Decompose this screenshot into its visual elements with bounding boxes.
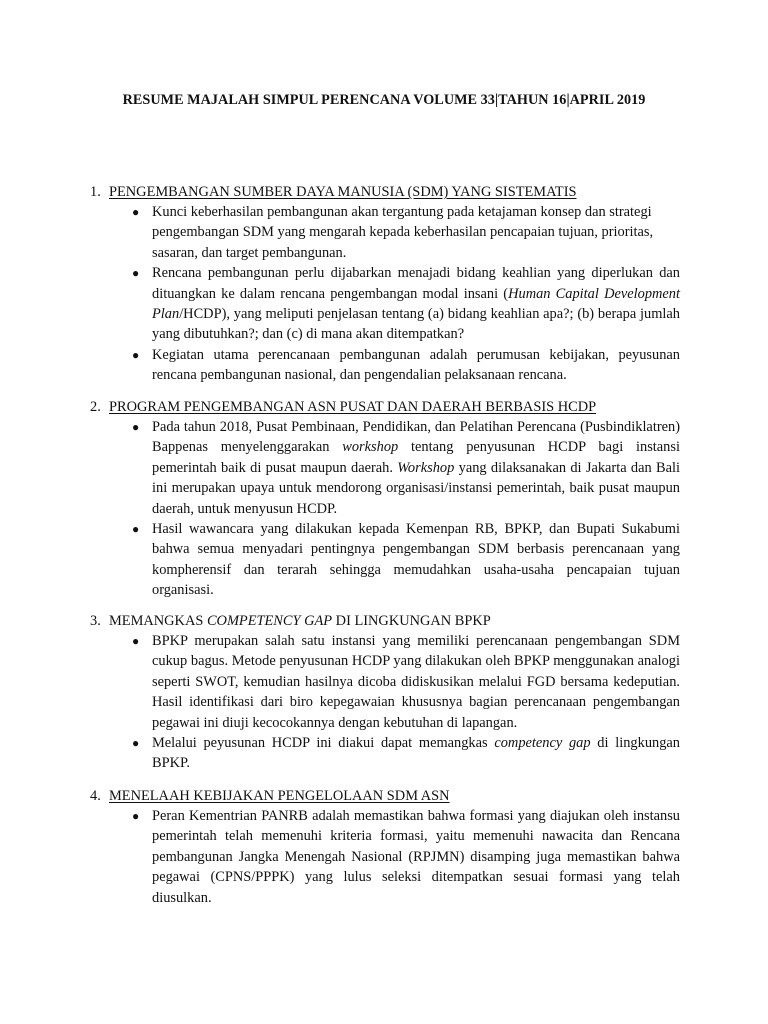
bullet-text: Rencana pembangunan perlu dijabarkan menajadi bidang keahlian yang diperlukan dan dituangkan ke dalam rencana pengembangan modal insani ( — [152, 265, 680, 302]
bullet-text: di lingkungan BPKP. — [152, 735, 680, 772]
section-heading — [90, 182, 680, 202]
bullet-icon: ● — [132, 347, 140, 362]
section-number: 3. — [90, 613, 101, 629]
list-item — [90, 202, 680, 263]
list-item — [90, 345, 680, 386]
bullet-text: yang dilaksanakan di Jakarta dan Bali ini merupakan upaya untuk mendorong organisasi/instansi pemerintah, baik pusat maupun daerah, untuk menyusun HCDP. — [152, 459, 680, 517]
section-number: 2. — [90, 399, 101, 415]
document-title: RESUME MAJALAH SIMPUL PERENCANA VOLUME 33|TAHUN 16|APRIL 2019 — [122, 92, 646, 108]
list-item — [90, 519, 680, 601]
section-1 — [90, 182, 680, 386]
section-heading-text: PENGEMBANGAN SUMBER DAYA MANUSIA (SDM) YANG SISTEMATIS — [109, 184, 577, 200]
bullet-text-italic: Human Capital Development Plan — [152, 285, 680, 323]
bullet-list — [90, 806, 680, 908]
list-item — [90, 263, 680, 345]
section-heading — [90, 611, 680, 631]
section-heading-text: PROGRAM PENGEMBANGAN ASN PUSAT DAN DAERAH BERBASIS HCDP — [109, 399, 597, 415]
list-item — [90, 631, 680, 733]
bullet-text-italic: competency gap — [494, 735, 591, 752]
list-item — [90, 417, 680, 519]
section-3 — [90, 611, 680, 774]
list-item — [90, 806, 680, 908]
bullet-icon: ● — [132, 205, 140, 219]
bullet-icon: ● — [132, 736, 140, 751]
bullet-list — [90, 202, 680, 386]
section-2 — [90, 397, 680, 601]
section-heading-text: DI LINGKUNGAN BPKP — [332, 613, 491, 629]
section-heading-italic: COMPETENCY GAP — [206, 613, 333, 629]
bullet-text: /HCDP), yang meliputi penjelasan tentang (a) bidang keahlian apa?; (b) berapa jumlah yang dibutuhkan?; dan (c) di mana akan ditempatkan? — [152, 306, 680, 343]
bullet-text: Kegiatan utama perencanaan pembangunan adalah perumusan kebijakan, peyusunan rencana pembangunan nasional, dan pengendalian pelaksanaan rencana. — [152, 346, 680, 384]
section-heading-text: MEMANGKAS — [109, 613, 207, 629]
bullet-icon: ● — [132, 522, 140, 537]
bullet-icon: ● — [132, 634, 140, 648]
section-heading — [90, 397, 680, 417]
bullet-text-italic: Workshop — [397, 459, 455, 476]
bullet-text: Melalui peyusunan HCDP ini diakui dapat memangkas — [152, 735, 495, 752]
bullet-text: Hasil wawancara yang dilakukan kepada Kemenpan RB, BPKP, dan Bupati Sukabumi bahwa semua menyadari pentingnya pengembangan SDM berbasis perencanaan yang kompherensif dan terarah sehingga memudahkan usaha-usaha pencapaian tujuan organisasi. — [152, 521, 680, 599]
bullet-text: BPKP merupakan salah satu instansi yang memiliki perencanaan pengembangan SDM cukup bagus. Metode penyusunan HCDP yang dilakukan oleh BPKP menggunakan analogi seperti SWOT, kemudian hasilnya dicoba didiskusikan melalui FGD bersama kedeputian. Hasil identifikasi dari biro kepegawaian khususnya bagian perencanaan pengembangan pegawai ini diuji kecocokannya dengan kebutuhan di lapangan. — [152, 633, 680, 731]
section-number: 4. — [90, 788, 101, 804]
bullet-list — [90, 631, 680, 774]
section-number: 1. — [90, 184, 101, 200]
bullet-text: Kunci keberhasilan pembangunan akan tergantung pada ketajaman konsep dan strategi pengembangan SDM yang mengarah kepada keberhasilan pencapaian tujuan, prioritas, sasaran, dan target pembangunan. — [152, 204, 654, 261]
bullet-icon: ● — [132, 420, 140, 434]
section-4 — [90, 786, 680, 908]
section-heading-text: MENELAAH KEBIJAKAN PENGELOLAAN SDM ASN — [109, 788, 450, 804]
bullet-text: Pada tahun 2018, Pusat Pembinaan, Pendidikan, dan Pelatihan Perencana (Pusbindiklatren) Bappenas menyelenggarakan — [152, 419, 680, 456]
bullet-text-italic: workshop — [342, 439, 399, 456]
bullet-text: Peran Kementrian PANRB adalah memastikan bahwa formasi yang diajukan oleh instansu pemerintah telah memenuhi kriteria formasi, yaitu memenuhi nawacita dan Rencana pembangunan Jangka Menengah Nasional (RPJMN) disamping juga memastikan bahwa pegawai (CPNS/PPPK) yang lulus seleksi ditempatkan sesuai formasi yang telah diusulkan. — [152, 808, 680, 906]
bullet-list — [90, 417, 680, 601]
list-item — [90, 733, 680, 774]
bullet-icon: ● — [132, 809, 140, 823]
section-heading — [90, 786, 680, 806]
bullet-text: tentang penyusunan HCDP bagi instansi pemerintah baik di pusat maupun daerah. — [152, 439, 680, 476]
bullet-icon: ● — [132, 266, 140, 281]
